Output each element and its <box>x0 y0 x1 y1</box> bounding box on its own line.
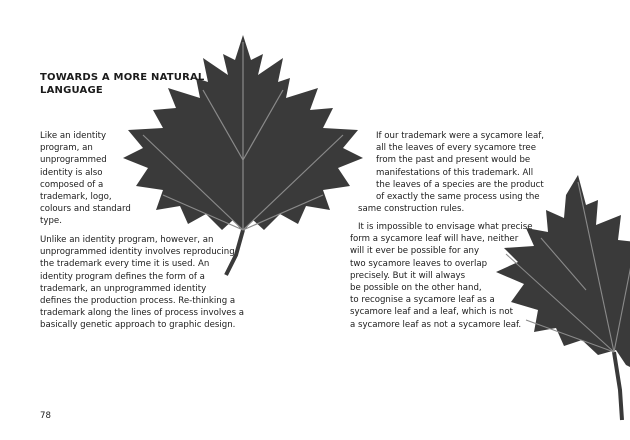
text-line: program, an <box>40 143 93 154</box>
text-line: of exactly the same process using the <box>376 192 540 203</box>
text-line: precisely. But it will always <box>350 270 466 281</box>
text-line: will it ever be possible for any <box>350 246 480 257</box>
text-line: the trademark every time it is used. An <box>40 259 210 270</box>
text-line: same construction rules. <box>358 204 465 215</box>
text-line: identity is also <box>40 167 103 178</box>
text-line: two sycamore leaves to overlap <box>350 258 488 269</box>
text-line: Like an identity <box>40 131 107 141</box>
text-line: type. <box>40 216 62 227</box>
text-line: form a sycamore leaf will have, neither <box>350 234 519 245</box>
text-line: unprogrammed <box>40 155 107 166</box>
text-line: If our trademark were a sycamore leaf, <box>376 131 544 141</box>
paragraph-recognition <box>350 221 533 331</box>
text-line: Unlike an identity program, however, an <box>40 235 214 245</box>
heading-line: TOWARDS A MORE NATURAL <box>40 72 205 83</box>
text-line: to recognise a sycamore leaf as a <box>350 295 495 306</box>
heading-line: LANGUAGE <box>40 85 103 96</box>
text-line: trademark along the lines of process involves a <box>40 308 245 319</box>
text-line: be possible on the other hand, <box>350 283 482 294</box>
text-line: colours and standard <box>40 204 131 215</box>
text-line: identity program defines the form of a <box>40 271 205 282</box>
text-line: composed of a <box>40 179 104 190</box>
section-heading <box>40 71 240 97</box>
text-line: unprogrammed identity involves reproducing <box>40 247 235 258</box>
text-line: the leaves of a species are the product <box>376 179 544 190</box>
text-line: It is impossible to envisage what precise <box>358 222 533 232</box>
leaf-stem <box>614 352 622 420</box>
text-line: from the past and present would be <box>376 155 531 166</box>
text-line: sycamore leaf and a leaf, which is not <box>350 307 514 318</box>
text-line: trademark, logo, <box>40 192 112 203</box>
text-line: a sycamore leaf as not a sycamore leaf. <box>350 319 522 330</box>
paragraph-sycamore-trademark <box>350 130 544 215</box>
page-number: 78 <box>40 411 51 421</box>
paragraph-identity-program <box>40 130 131 228</box>
text-line: manifestations of this trademark. All <box>376 167 534 178</box>
text-line: defines the production process. Re-thinking a <box>40 296 236 307</box>
text-line: all the leaves of every sycamore tree <box>376 143 536 154</box>
text-line: trademark, an unprogrammed identity <box>40 283 207 294</box>
paragraph-unprogrammed-identity <box>40 234 244 332</box>
text-line: basically genetic approach to graphic design. <box>40 320 236 331</box>
